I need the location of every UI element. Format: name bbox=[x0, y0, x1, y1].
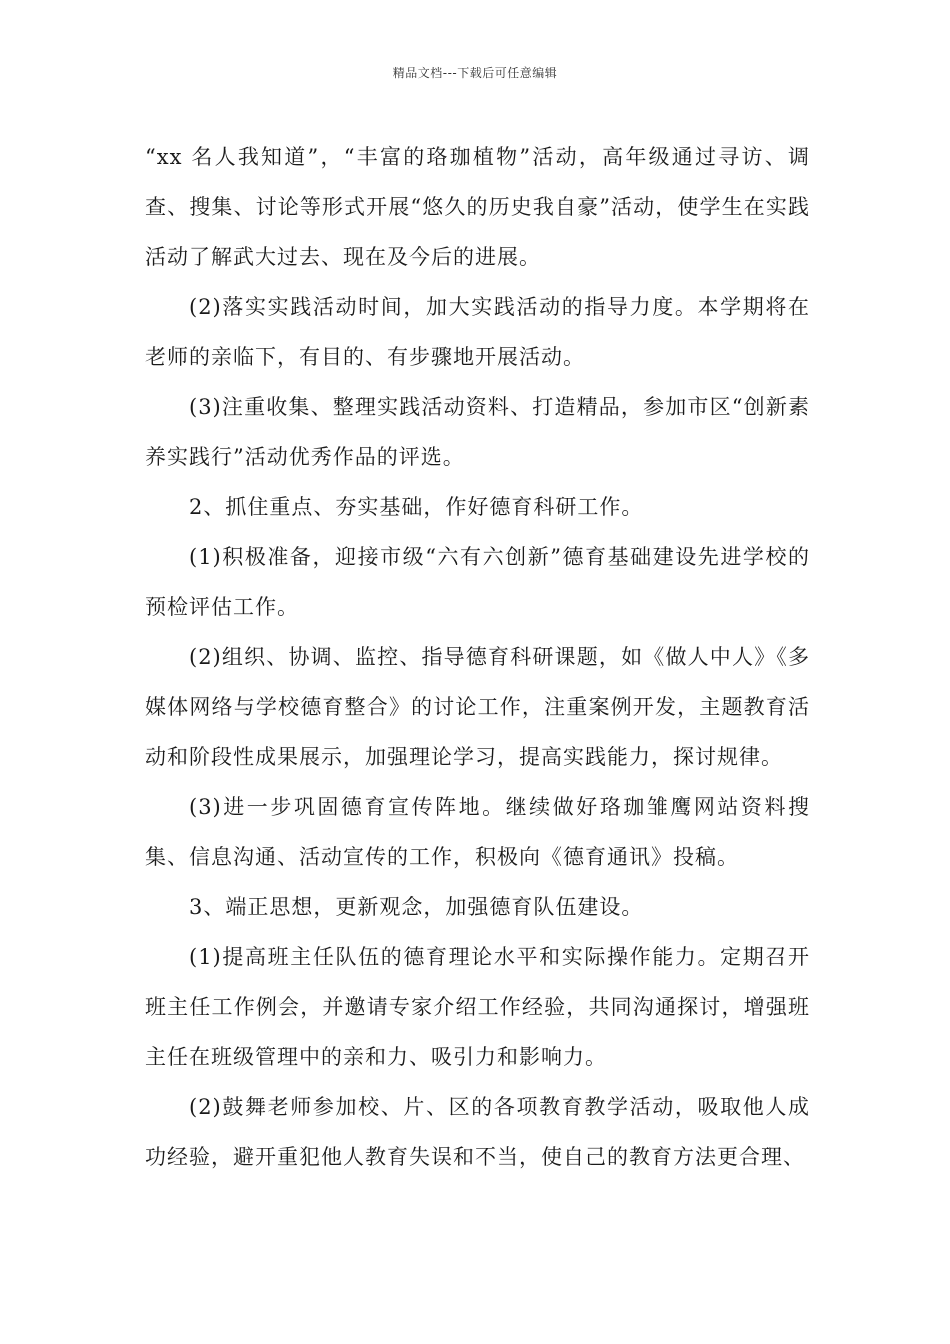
paragraph-6: (2)组织、协调、监控、指导德育科研课题，如《做人中人》《多媒体网络与学校德育整合》的讨论工作，注重案例开发，主题教育活动和阶段性成果展示，加强理论学习，提高实践能力，探讨规律。 bbox=[145, 645, 810, 769]
document-body bbox=[145, 132, 810, 1182]
paragraph-7: (3)进一步巩固德育宣传阵地。继续做好珞珈雏鹰网站资料搜集、信息沟通、活动宣传的工作，积极向《德育通讯》投稿。 bbox=[145, 795, 810, 869]
page-header: 精品文档---下载后可任意编辑 bbox=[392, 66, 558, 80]
paragraph-10: (2)鼓舞老师参加校、片、区的各项教育教学活动，吸取他人成功经验，避开重犯他人教育失误和不当，使自己的教育方法更合理、 bbox=[145, 1095, 810, 1169]
paragraph-5: (1)积极准备，迎接市级“六有六创新”德育基础建设先进学校的预检评估工作。 bbox=[145, 545, 810, 619]
paragraph-3: (3)注重收集、整理实践活动资料、打造精品，参加市区“创新素养实践行”活动优秀作品的评选。 bbox=[145, 395, 810, 469]
paragraph-2: (2)落实实践活动时间，加大实践活动的指导力度。本学期将在老师的亲临下，有目的、有步骤地开展活动。 bbox=[145, 295, 810, 369]
section-heading-2: 2、抓住重点、夯实基础，作好德育科研工作。 bbox=[189, 495, 644, 519]
paragraph-9: (1)提高班主任队伍的德育理论水平和实际操作能力。定期召开班主任工作例会，并邀请专家介绍工作经验，共同沟通探讨，增强班主任在班级管理中的亲和力、吸引力和影响力。 bbox=[145, 945, 810, 1069]
paragraph-1: “xx 名人我知道”，“丰富的珞珈植物”活动，高年级通过寻访、调查、搜集、讨论等形式开展“悠久的历史我自豪”活动，使学生在实践活动了解武大过去、现在及今后的进展。 bbox=[145, 145, 810, 269]
section-heading-3: 3、端正思想，更新观念，加强德育队伍建设。 bbox=[189, 895, 644, 919]
